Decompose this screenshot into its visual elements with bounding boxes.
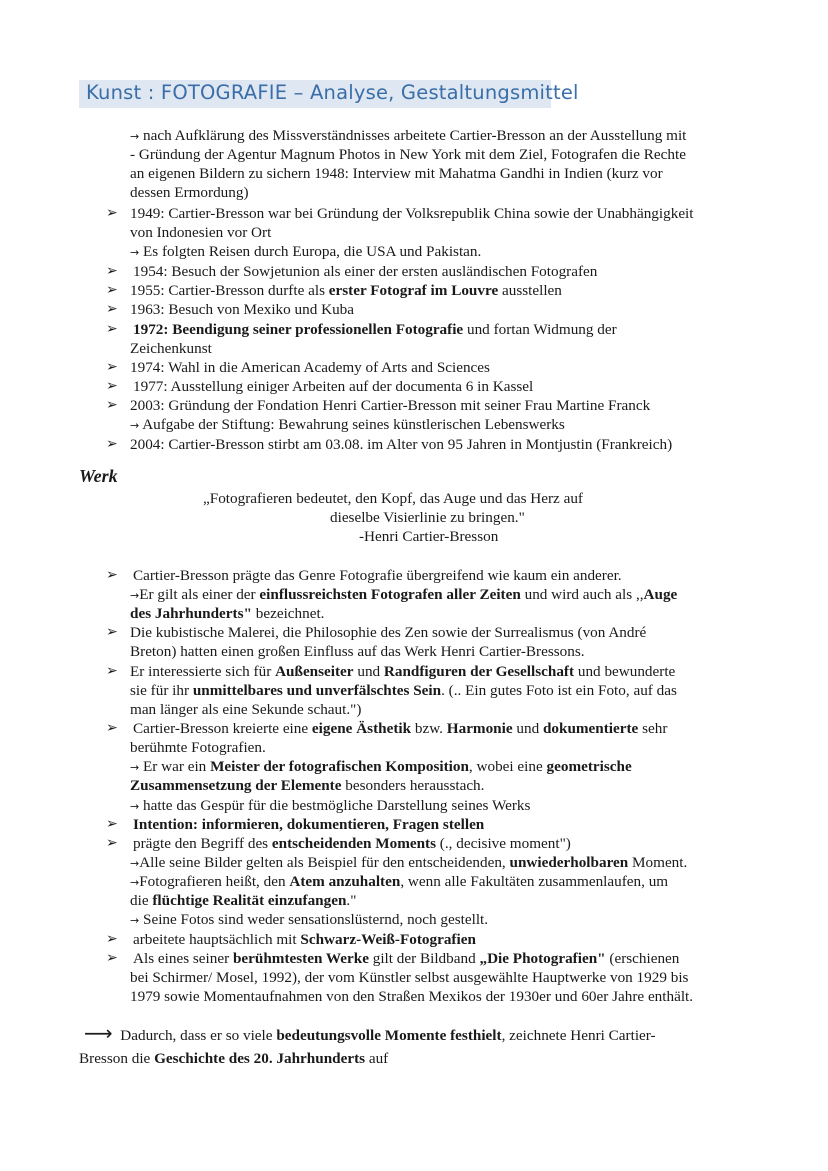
conclusion-line: Bresson die Geschichte des 20. Jahrhunderts auf bbox=[79, 1050, 389, 1067]
long-arrow-icon: ⟶ bbox=[84, 1021, 113, 1045]
bullet-arrow-icon: ➢ bbox=[106, 378, 118, 394]
text-line: berühmte Fotografien. bbox=[130, 739, 266, 756]
text-line: dessen Ermordung) bbox=[130, 184, 249, 201]
text-line: 1963: Besuch von Mexiko und Kuba bbox=[130, 301, 354, 318]
text-line: prägte den Begriff des entscheidenden Moments (., decisive moment") bbox=[133, 835, 571, 852]
text-line: Intention: informieren, dokumentieren, Fragen stellen bbox=[133, 816, 485, 833]
bullet-arrow-icon: ➢ bbox=[106, 624, 118, 640]
text-line: Cartier-Bresson kreierte eine eigene Ästhetik bzw. Harmonie und dokumentierte sehr bbox=[133, 720, 668, 737]
arrow-icon: → bbox=[130, 130, 140, 143]
text-line: 1949: Cartier-Bresson war bei Gründung der Volksrepublik China sowie der Unabhängigkeit bbox=[130, 205, 694, 222]
bullet-arrow-icon: ➢ bbox=[106, 816, 118, 832]
text-line: 1979 sowie Momentaufnahmen von den Straßen Mexikos der 1930er und 60er Jahre enthält. bbox=[130, 988, 694, 1005]
quote-line: „Fotografieren bedeutet, den Kopf, das Auge und das Herz auf bbox=[203, 490, 583, 507]
text-line: - Gründung der Agentur Magnum Photos in New York mit dem Ziel, Fotografen die Rechte bbox=[130, 146, 686, 163]
text-line: 2004: Cartier-Bresson stirbt am 03.08. im Alter von 95 Jahren in Montjustin (Frankreich) bbox=[130, 436, 673, 453]
bullet-arrow-icon: ➢ bbox=[106, 436, 118, 452]
text-line: 1955: Cartier-Bresson durfte als erster Fotograf im Louvre ausstellen bbox=[130, 282, 562, 299]
text-line: Er interessierte sich für Außenseiter und Randfiguren der Gesellschaft und bewunderte bbox=[130, 663, 676, 680]
text-line: 1974: Wahl in die American Academy of Arts and Sciences bbox=[130, 359, 490, 376]
text-line: von Indonesien vor Ort bbox=[130, 224, 272, 241]
arrow-icon: → bbox=[130, 800, 140, 813]
arrow-icon: → bbox=[130, 761, 140, 774]
text-line: → Er war ein Meister der fotografischen Komposition, wobei eine geometrische bbox=[130, 758, 632, 775]
text-line: Zeichenkunst bbox=[130, 340, 212, 357]
arrow-icon: → bbox=[130, 876, 140, 889]
text-line: → Aufgabe der Stiftung: Bewahrung seines künstlerischen Lebenswerks bbox=[130, 416, 565, 433]
text-line: Zusammensetzung der Elemente besonders herausstach. bbox=[130, 777, 485, 794]
text-line: →Alle seine Bilder gelten als Beispiel für den entscheidenden, unwiederholbaren Moment. bbox=[130, 854, 688, 871]
bullet-arrow-icon: ➢ bbox=[106, 282, 118, 298]
quote-author: -Henri Cartier-Bresson bbox=[359, 528, 499, 545]
bullet-arrow-icon: ➢ bbox=[106, 931, 118, 947]
text-line: die flüchtige Realität einzufangen." bbox=[130, 892, 357, 909]
bullet-arrow-icon: ➢ bbox=[106, 567, 118, 583]
text-line: Als eines seiner berühmtesten Werke gilt der Bildband „Die Photografien" (erschienen bbox=[133, 950, 680, 967]
text-line: 1972: Beendigung seiner professionellen Fotografie und fortan Widmung der bbox=[133, 321, 617, 338]
text-line: 1954: Besuch der Sowjetunion als einer der ersten ausländischen Fotografen bbox=[133, 263, 598, 280]
text-line: →Er gilt als einer der einflussreichsten Fotografen aller Zeiten und wird auch als ,,Auge bbox=[130, 586, 678, 603]
bullet-arrow-icon: ➢ bbox=[106, 301, 118, 317]
bullet-arrow-icon: ➢ bbox=[106, 950, 118, 966]
quote-line: dieselbe Visierlinie zu bringen." bbox=[330, 509, 525, 526]
text-line: Cartier-Bresson prägte das Genre Fotografie übergreifend wie kaum ein anderer. bbox=[133, 567, 622, 584]
bullet-arrow-icon: ➢ bbox=[106, 321, 118, 337]
text-line: bei Schirmer/ Mosel, 1992), der vom Künstler selbst ausgewählte Hauptwerke von 1929 bis bbox=[130, 969, 689, 986]
text-line: 2003: Gründung der Fondation Henri Cartier-Bresson mit seiner Frau Martine Franck bbox=[130, 397, 651, 414]
bullet-arrow-icon: ➢ bbox=[106, 397, 118, 413]
arrow-icon: → bbox=[130, 914, 140, 927]
conclusion-line: ⟶ Dadurch, dass er so viele bedeutungsvolle Momente festhielt, zeichnete Henri Cartier- bbox=[84, 1021, 656, 1045]
text-line: man länger als eine Sekunde schaut.") bbox=[130, 701, 362, 718]
text-line: → Seine Fotos sind weder sensationslüsternd, noch gestellt. bbox=[130, 911, 489, 928]
arrow-icon: → bbox=[130, 419, 140, 432]
bullet-arrow-icon: ➢ bbox=[106, 359, 118, 375]
bullet-arrow-icon: ➢ bbox=[106, 720, 118, 736]
text-line: → hatte das Gespür für die bestmögliche Darstellung seines Werks bbox=[130, 797, 531, 814]
bullet-arrow-icon: ➢ bbox=[106, 835, 118, 851]
section-heading: Werk bbox=[79, 466, 118, 486]
page-title: Kunst : FOTOGRAFIE – Analyse, Gestaltungsmittel bbox=[86, 81, 579, 104]
text-line: Die kubistische Malerei, die Philosophie des Zen sowie der Surrealismus (von André bbox=[130, 624, 647, 641]
text-line: →Fotografieren heißt, den Atem anzuhalten, wenn alle Fakultäten zusammenlaufen, um bbox=[130, 873, 669, 890]
arrow-icon: → bbox=[130, 857, 140, 870]
text-line: 1977: Ausstellung einiger Arbeiten auf der documenta 6 in Kassel bbox=[133, 378, 534, 395]
bullet-arrow-icon: ➢ bbox=[106, 263, 118, 279]
text-line: arbeitete hauptsächlich mit Schwarz-Weiß-Fotografien bbox=[133, 931, 476, 948]
bullet-arrow-icon: ➢ bbox=[106, 205, 118, 221]
text-line: an eigenen Bildern zu sichern 1948: Interview mit Mahatma Gandhi in Indien (kurz vor bbox=[130, 165, 663, 182]
text-line: → nach Aufklärung des Missverständnisses arbeitete Cartier-Bresson an der Ausstellung mit bbox=[130, 127, 687, 144]
arrow-icon: → bbox=[130, 589, 140, 602]
text-line: → Es folgten Reisen durch Europa, die USA und Pakistan. bbox=[130, 243, 482, 260]
text-line: sie für ihr unmittelbares und unverfälschtes Sein. (.. Ein gutes Foto ist ein Foto, auf das bbox=[130, 682, 677, 699]
text-line: des Jahrhunderts" bezeichnet. bbox=[130, 605, 325, 622]
text-line: Breton) hatten einen großen Einfluss auf das Werk Henri Cartier-Bressons. bbox=[130, 643, 585, 660]
bullet-arrow-icon: ➢ bbox=[106, 663, 118, 679]
arrow-icon: → bbox=[130, 246, 140, 259]
